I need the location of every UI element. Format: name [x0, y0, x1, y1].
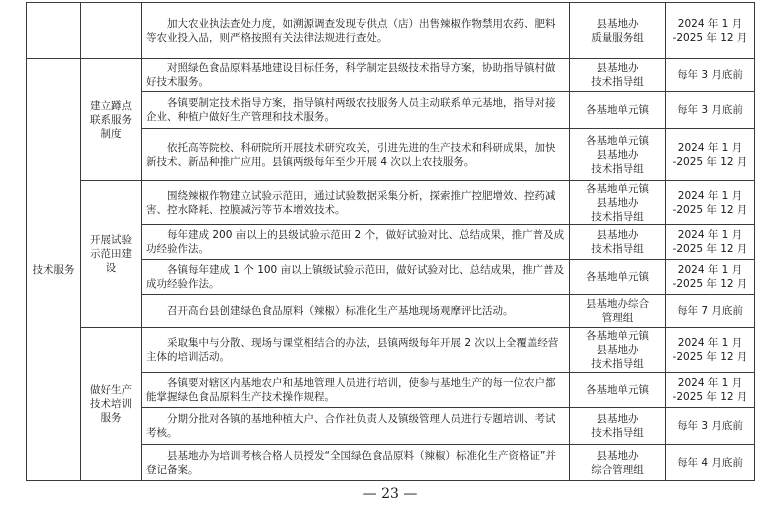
responsible-unit: 各基地单元镇 — [570, 92, 666, 129]
responsible-unit: 县基地办 技术指导组 — [570, 59, 666, 92]
time-limit: 2024 年 1 月 -2025 年 12 月 — [666, 373, 755, 408]
time-limit: 2024 年 1 月 -2025 年 12 月 — [666, 225, 755, 260]
responsible-unit: 各基地单元镇 县基地办 技术指导组 — [570, 328, 666, 373]
time-limit: 每年 3 月底前 — [666, 92, 755, 129]
task-table — [26, 2, 755, 481]
responsible-unit: 县基地办 质量服务组 — [570, 3, 666, 59]
responsible-unit: 各基地单元镇 县基地办 技术指导组 — [570, 129, 666, 181]
subcategory-cell-empty — [81, 3, 142, 59]
responsible-unit: 县基地办综合 管理组 — [570, 295, 666, 328]
task-description: 对照绿色食品原料基地建设目标任务，科学制定县级技术指导方案，协助指导镇村做好技术服务。 — [142, 59, 570, 92]
task-description: 各镇要对辖区内基地农户和基地管理人员进行培训，使参与基地生产的每一位农户都能掌握绿色食品原料生产技术操作规程。 — [142, 373, 570, 408]
time-limit: 2024 年 1 月 -2025 年 12 月 — [666, 181, 755, 225]
responsible-unit: 县基地办 综合管理组 — [570, 445, 666, 481]
time-limit: 每年 3 月底前 — [666, 408, 755, 445]
subcategory-cell: 建立蹲点 联系服务 制度 — [81, 59, 142, 181]
responsible-unit: 各基地单元镇 县基地办 技术指导组 — [570, 181, 666, 225]
subcategory-cell: 做好生产 技术培训 服务 — [81, 328, 142, 481]
time-limit: 每年 7 月底前 — [666, 295, 755, 328]
responsible-unit: 各基地单元镇 — [570, 260, 666, 295]
subcategory-cell: 开展试验 示范田建 设 — [81, 181, 142, 328]
time-limit: 2024 年 1 月 -2025 年 12 月 — [666, 3, 755, 59]
time-limit: 每年 4 月底前 — [666, 445, 755, 481]
responsible-unit: 县基地办 技术指导组 — [570, 225, 666, 260]
category-cell: 技术服务 — [27, 59, 81, 481]
task-description: 依托高等院校、科研院所开展技术研究攻关，引进先进的生产技术和科研成果，加快新技术、新品种推广应用。县镇两级每年至少开展 4 次以上农技服务。 — [142, 129, 570, 181]
task-description: 围绕辣椒作物建立试验示范田，通过试验数据采集分析，探索推广控肥增效、控药减害、控水降耗、控膜减污等节本增效技术。 — [142, 181, 570, 225]
task-description: 各镇要制定技术指导方案，指导镇村两级农技服务人员主动联系单元基地，指导对接企业、种植户做好生产管理和技术服务。 — [142, 92, 570, 129]
responsible-unit: 各基地单元镇 — [570, 373, 666, 408]
time-limit: 每年 3 月底前 — [666, 59, 755, 92]
table-row — [27, 328, 755, 373]
task-description: 县基地办为培训考核合格人员授发“全国绿色食品原料（辣椒）标准化生产资格证”并登记备案。 — [142, 445, 570, 481]
time-limit: 2024 年 1 月 -2025 年 12 月 — [666, 129, 755, 181]
task-description: 各镇每年建成 1 个 100 亩以上镇级试验示范田，做好试验对比、总结成果，推广普及成功经验作法。 — [142, 260, 570, 295]
category-cell-empty — [27, 3, 81, 59]
task-description: 召开高台县创建绿色食品原料（辣椒）标准化生产基地现场观摩评比活动。 — [142, 295, 570, 328]
time-limit: 2024 年 1 月 -2025 年 12 月 — [666, 260, 755, 295]
table-row — [27, 59, 755, 92]
task-description: 分期分批对各镇的基地种植大户、合作社负责人及镇级管理人员进行专题培训、考试考核。 — [142, 408, 570, 445]
table-row — [27, 3, 755, 59]
table-row — [27, 181, 755, 225]
time-limit: 2024 年 1 月 -2025 年 12 月 — [666, 328, 755, 373]
task-description: 每年建成 200 亩以上的县级试验示范田 2 个，做好试验对比、总结成果，推广普及成功经验作法。 — [142, 225, 570, 260]
task-description: 采取集中与分散、现场与课堂相结合的办法，县镇两级每年开展 2 次以上全覆盖经营主体的培训活动。 — [142, 328, 570, 373]
page-number: — 23 — — [362, 486, 418, 502]
responsible-unit: 县基地办 技术指导组 — [570, 408, 666, 445]
task-description: 加大农业执法查处力度，如溯源调查发现专供点（店）出售辣椒作物禁用农药、肥料等农业投入品，则严格按照有关法律法规进行查处。 — [142, 3, 570, 59]
